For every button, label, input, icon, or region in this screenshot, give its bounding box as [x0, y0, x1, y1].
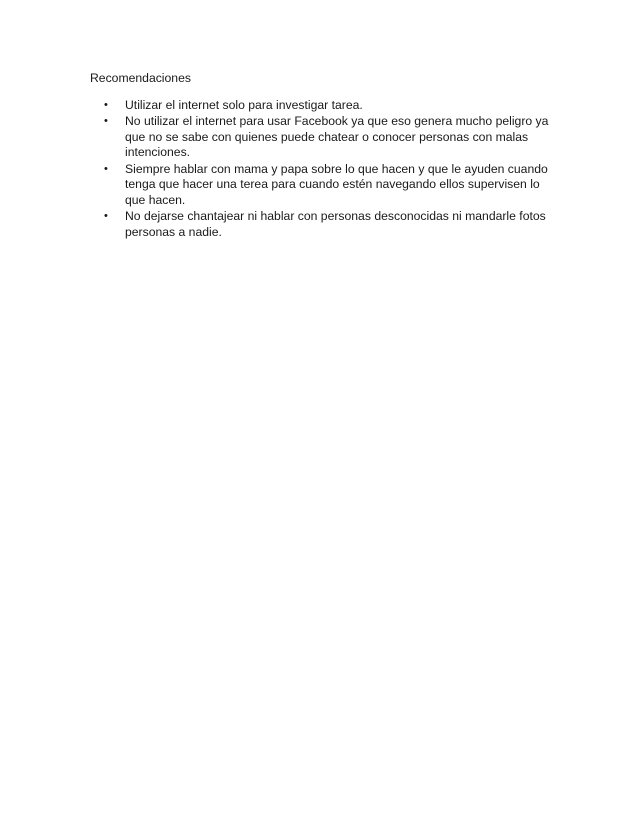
list-item	[90, 98, 560, 114]
bullet-icon: •	[104, 209, 108, 222]
bullet-icon: •	[104, 115, 108, 128]
list-item	[90, 114, 560, 161]
list-item-text: Siempre hablar con mama y papa sobre lo que hacen y que le ayuden cuando tenga que hacer una terea para cuando estén navegando ellos supervisen lo que hacen.	[125, 161, 548, 207]
list-item-text: Utilizar el internet solo para investigar tarea.	[125, 98, 363, 112]
list-item	[90, 162, 560, 209]
list-item	[90, 209, 560, 240]
bullet-icon: •	[104, 162, 108, 175]
bullet-icon: •	[104, 99, 108, 111]
section-heading: Recomendaciones	[90, 71, 191, 85]
list-item-text: No dejarse chantajear ni hablar con personas desconocidas ni mandarle fotos personas a nadie.	[125, 208, 546, 239]
list-item-text: No utilizar el internet para usar Facebook ya que eso genera mucho peligro ya que no se sabe con quienes puede chatear o conocer personas con malas intenciones.	[125, 114, 549, 160]
recommendations-list	[90, 98, 560, 241]
